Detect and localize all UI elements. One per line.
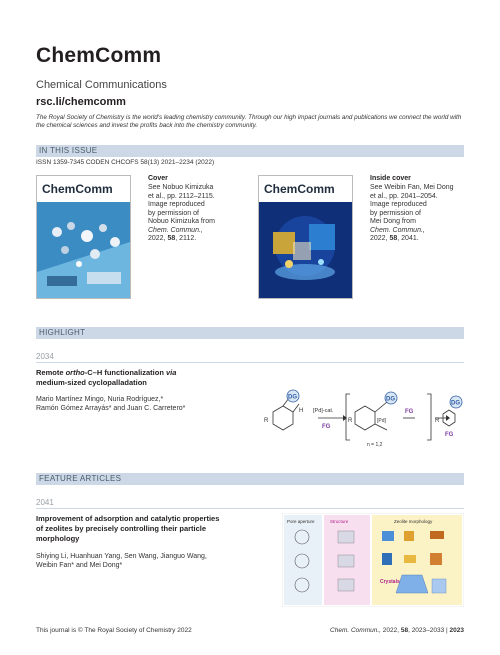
author-line: Weibin Fan* and Mei Dong* xyxy=(36,562,123,569)
scheme-r-label: R xyxy=(435,418,440,424)
citation-page: , 2112. xyxy=(175,235,197,242)
title-italic: via xyxy=(166,368,177,377)
feature-title[interactable] xyxy=(36,514,276,544)
divider xyxy=(36,508,464,509)
scheme-dg-label: DG xyxy=(451,400,460,407)
section-bar-feature-articles xyxy=(36,473,464,485)
reaction-scheme xyxy=(255,382,465,448)
title-part: Remote xyxy=(36,368,66,377)
title-part: -C–H functionalization xyxy=(84,368,167,377)
caption-citation-ref xyxy=(148,235,228,244)
caption-line: Image reproduced xyxy=(370,201,427,208)
title-line: of zeolites by precisely controlling their particle xyxy=(36,524,207,533)
title-line: Improvement of adsorption and catalytic properties xyxy=(36,514,220,523)
citation-year: 2022, xyxy=(148,235,168,242)
issn-line: ISSN 1359-7345 CODEN CHCOFS 58(13) 2021–2234 (2022) xyxy=(36,159,215,166)
caption-line: by permission of xyxy=(370,209,421,217)
caption-line: Nobuo Kimizuka from xyxy=(148,218,215,225)
highlight-authors xyxy=(36,395,266,413)
footer-page-number: 2023 xyxy=(449,627,464,634)
scheme-catalyst: [Pd]-cat. xyxy=(313,408,334,414)
footer-pages: , 2023–2033 | xyxy=(408,627,450,634)
journal-subtitle: Chemical Communications xyxy=(36,79,167,91)
highlight-page-number: 2034 xyxy=(36,352,54,361)
scheme-fg-label: FG xyxy=(405,409,414,415)
cover-title: Cover xyxy=(148,175,168,182)
inside-cover-title: Inside cover xyxy=(370,175,411,182)
footer-citation xyxy=(302,627,464,634)
caption-citation-ref xyxy=(370,235,465,244)
cover-logo: ChemComm xyxy=(264,182,335,196)
caption-line: See Nobuo Kimizuka xyxy=(148,184,214,191)
feature-figure xyxy=(282,513,464,607)
author-line: Ramón Gómez Arrayás* and Juan C. Carretero* xyxy=(36,405,186,412)
inside-cover-artwork xyxy=(259,202,352,298)
caption-citation xyxy=(148,227,228,236)
caption-citation xyxy=(370,227,465,236)
author-line: Mario Martínez Mingo, Nuria Rodríguez,* xyxy=(36,396,164,403)
scheme-n-label: n = 1,2 xyxy=(367,442,383,448)
cover-logo: ChemComm xyxy=(42,182,113,196)
section-bar-in-this-issue xyxy=(36,145,464,157)
scheme-h-label: H xyxy=(299,408,304,414)
caption-line: by permission of xyxy=(148,209,199,217)
section-heading: IN THIS ISSUE xyxy=(39,146,98,155)
footer-volume: 58 xyxy=(400,627,409,634)
scheme-dg-label: DG xyxy=(288,394,297,401)
figure-col-label: Zeolite morphology xyxy=(394,519,433,524)
caption-line: See Weibin Fan, Mei Dong xyxy=(370,184,454,191)
scheme-r-label: R xyxy=(348,418,353,424)
caption-line: et al., pp. 2041–2054. xyxy=(370,192,438,200)
scheme-pd-label: [Pd] xyxy=(377,418,386,424)
figure-col-label: Structure xyxy=(330,519,349,524)
figure-col-label: Pore aperture xyxy=(287,519,315,524)
divider xyxy=(36,362,464,363)
section-heading: FEATURE ARTICLES xyxy=(39,474,122,483)
citation-volume: 58 xyxy=(389,235,398,242)
cover-image[interactable] xyxy=(36,175,131,299)
inside-cover-image[interactable] xyxy=(258,175,353,299)
citation-year: 2022, xyxy=(370,235,390,242)
caption-line: Image reproduced xyxy=(148,201,205,208)
citation-journal: Chem. Commun., xyxy=(370,226,425,234)
journal-blurb: The Royal Society of Chemistry is the world's leading chemistry community. Through our high impact journals and publications we connect the world with the chemical sciences and invest the profits back into the chemistry community. xyxy=(36,114,462,129)
journal-url[interactable]: rsc.li/chemcomm xyxy=(36,96,126,108)
footer-year: 2022, xyxy=(380,627,401,634)
scheme-r-label: R xyxy=(264,418,269,424)
journal-name: ChemComm xyxy=(36,44,162,67)
section-bar-highlight xyxy=(36,327,464,339)
citation-page: , 2041. xyxy=(397,235,419,242)
scheme-fg-label: FG xyxy=(322,424,331,430)
citation-journal: Chem. Commun., xyxy=(148,226,203,234)
footer-copyright: This journal is © The Royal Society of Chemistry 2022 xyxy=(36,627,192,634)
citation-volume: 58 xyxy=(167,235,176,242)
caption-line: et al., pp. 2112–2115. xyxy=(148,192,215,200)
figure-crystals-label: Crystals xyxy=(380,579,400,585)
cover-artwork xyxy=(37,202,130,298)
cover-caption xyxy=(148,184,228,244)
scheme-fg-label: FG xyxy=(445,432,454,438)
inside-cover-caption xyxy=(370,184,465,244)
title-part: medium-sized cyclopalladation xyxy=(36,378,147,387)
feature-page-number: 2041 xyxy=(36,498,54,507)
section-heading: HIGHLIGHT xyxy=(39,328,86,337)
title-line: morphology xyxy=(36,534,80,543)
title-italic: ortho xyxy=(65,368,85,377)
author-line: Shiying Li, Huanhuan Yang, Sen Wang, Jianguo Wang, xyxy=(36,553,207,560)
feature-authors xyxy=(36,552,276,570)
scheme-dg-label: DG xyxy=(386,396,395,403)
footer-journal: Chem. Commun., xyxy=(330,627,381,634)
caption-line: Mei Dong from xyxy=(370,218,416,225)
